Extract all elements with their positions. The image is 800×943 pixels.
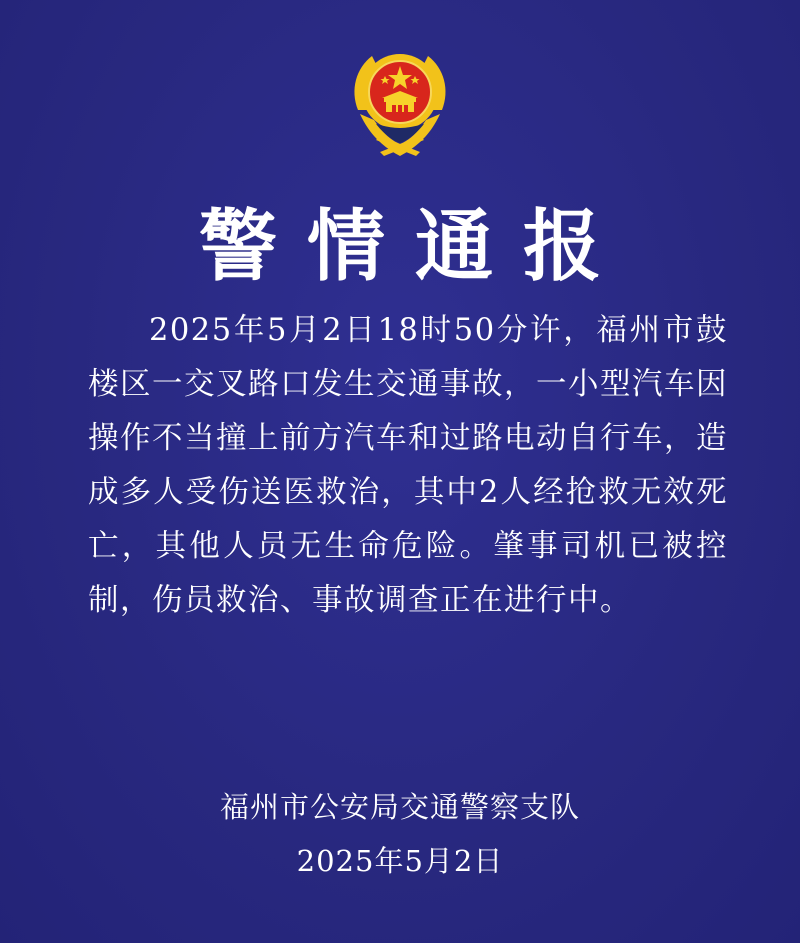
notice-title: 警情通报 (198, 202, 631, 292)
police-emblem-icon (340, 40, 460, 162)
issue-date: 2025年5月2日 (296, 844, 504, 878)
notice-footer (0, 780, 800, 888)
issuing-authority: 福州市公安局交通警察支队 (219, 790, 580, 824)
notice-body: 2025年5月2日18时50分许，福州市鼓楼区一交叉路口发生交通事故，一小型汽车因操作不当撞上前方汽车和过路电动自行车，造成多人受伤送医救治，其中2人经抢救无效死亡，其他人员无生命危险。肇事司机已被控制，伤员救治、事故调查正在进行中。 (88, 313, 728, 618)
